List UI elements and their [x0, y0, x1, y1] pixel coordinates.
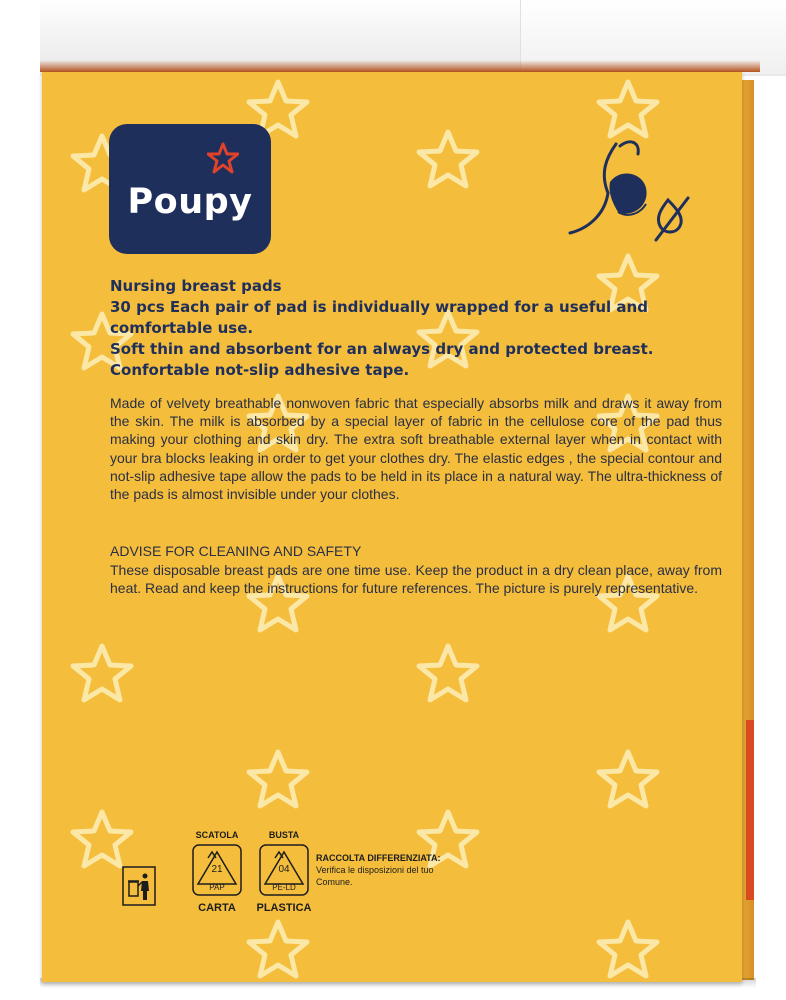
package-panel [42, 72, 742, 982]
recycling-note [316, 852, 516, 888]
box-top-shadow [40, 60, 760, 72]
headline-line: 30 pcs Each pair of pad is individually wrapped for a useful and [110, 298, 648, 316]
star-icon [70, 642, 134, 706]
recycling-title: RACCOLTA DIFFERENZIATA: [316, 853, 441, 863]
recycle-number: 21 [211, 864, 223, 875]
recycle-item [192, 844, 242, 896]
brand-logo [109, 124, 271, 254]
star-icon [207, 142, 239, 174]
recycle-code: PE-LD [272, 883, 296, 892]
headline-line: Confortable not-slip adhesive tape. [110, 361, 410, 379]
star-icon [596, 748, 660, 812]
star-icon [246, 748, 310, 812]
recycle-code: PAP [209, 883, 225, 892]
star-icon [70, 808, 134, 872]
recycle-item-bottom-label: PLASTICA [256, 902, 312, 914]
star-icon [596, 918, 660, 982]
recycle-item-bottom-label: CARTA [198, 902, 236, 914]
recycle-item-top-label: BUSTA [268, 830, 300, 840]
box-side-accent [746, 720, 754, 900]
recycle-item-top-label: SCATOLA [195, 830, 239, 840]
star-icon [246, 918, 310, 982]
recycling-instructions: Verifica le disposizioni del tuo Comune. [316, 865, 434, 887]
recycle-number: 04 [278, 864, 290, 875]
trash-bin-icon [122, 866, 156, 906]
headline-line: Soft thin and absorbent for an always dry and protected breast. [110, 340, 654, 358]
safety-title: ADVISE FOR CLEANING AND SAFETY [110, 543, 362, 559]
headline-line: comfortable use. [110, 319, 254, 337]
nursing-bra-icon [560, 118, 690, 248]
brand-name: Poupy [127, 182, 253, 222]
product-description: Made of velvety breathable nonwoven fabric that especially absorbs milk and draws it away from the skin. The milk is absorbed by a special layer of fabric in the cellulose core of the pad thus making your clothing and skin dry. The extra soft breathable external layer when in contact with your bra blocks leaking in order to get your clothes dry. The elastic edges , the special contour and not-slip adhesive tape allow the pads to be held in its place in a natural way. The ultra-thickness of the pads is almost invisible under your clothes. [110, 395, 722, 503]
star-icon [416, 642, 480, 706]
headline-line: Nursing breast pads [110, 277, 282, 295]
star-icon [416, 128, 480, 192]
recycle-item [259, 844, 309, 896]
product-headline [110, 276, 730, 381]
safety-body: These disposable breast pads are one time use. Keep the product in a dry clean place, away from heat. Read and keep the instructions for future references. The picture is purely representative. [110, 562, 722, 597]
